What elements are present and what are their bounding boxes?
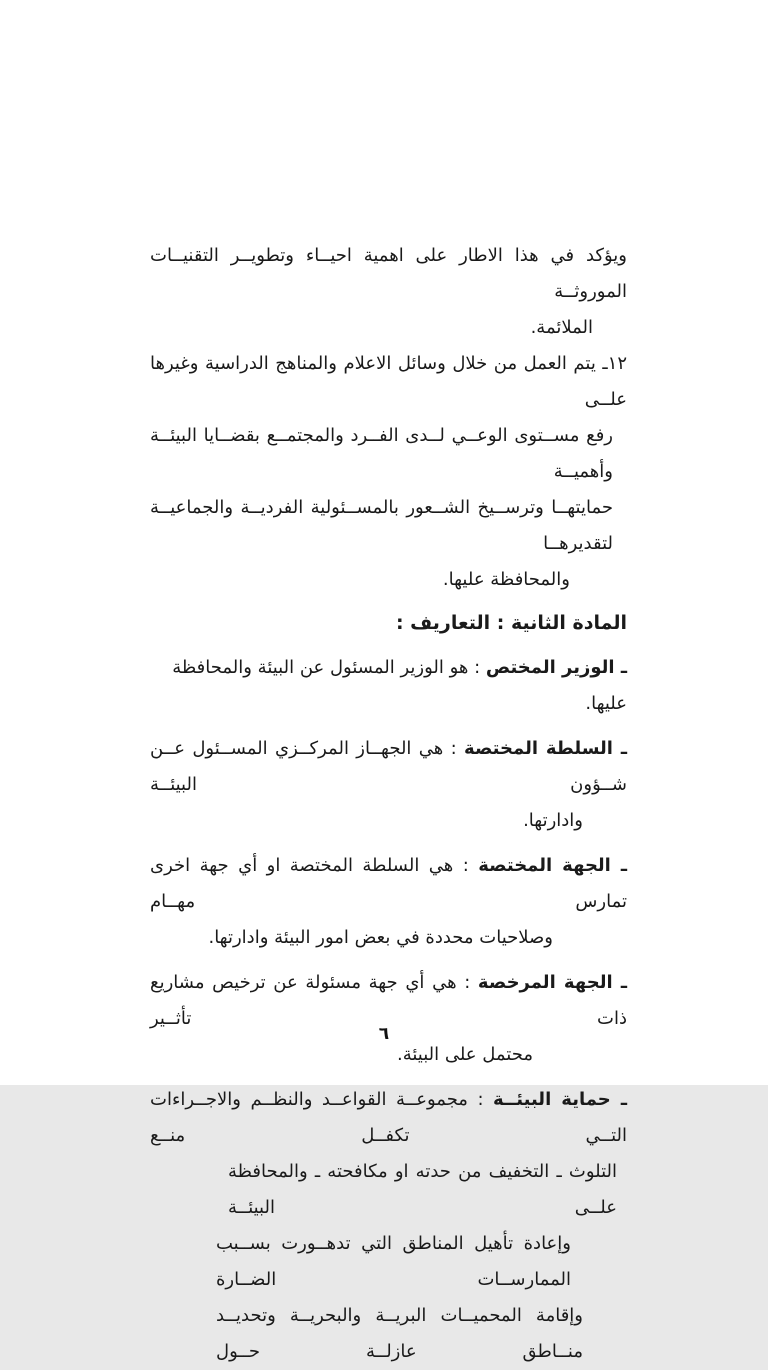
definition-text: : هو الوزير المسئول عن البيئة والمحافظة عليها.: [172, 657, 627, 714]
definition-line: محتمل على البيئة.: [396, 1044, 533, 1065]
definition-text: : مجموعــة القواعــد والنظــم والاجــراءات التــي تكفــل منــع: [150, 1089, 627, 1146]
article-2-heading: المادة الثانية : التعاريف :: [395, 612, 627, 634]
paragraph-line: حمايتهــا وترســيخ الشــعور بالمســئولية الفرديــة والجماعيــة لتقديرهــا: [150, 497, 613, 554]
definition-environment-protection: [150, 1082, 627, 1370]
paragraph-line: ويؤكد في هذا الاطار على اهمية احيــاء وتطويــر التقنيــات الموروثــة: [150, 245, 627, 302]
document-text-block: [150, 238, 627, 1370]
definition-competent-body: [150, 848, 627, 956]
definition-term: ـ السلطة المختصة: [464, 738, 627, 759]
definition-text: : هي أي جهة مسئولة عن ترخيص مشاريع ذات تأثــير: [150, 972, 627, 1029]
definition-line: [150, 1082, 627, 1154]
paragraph-line: الملائمة.: [530, 317, 593, 338]
definition-line: [150, 650, 627, 722]
definition-line: [150, 731, 627, 803]
definition-line: وصلاحيات محددة في بعض امور البيئة وادارتها.: [208, 927, 553, 948]
page-number: ٦: [378, 1024, 390, 1044]
definition-line: [150, 848, 627, 920]
definition-line: وادارتها.: [523, 810, 583, 831]
definition-term: ـ حماية البيئــة: [493, 1089, 627, 1110]
definition-competent-authority: [150, 731, 627, 839]
paragraph-line: رفع مســتوى الوعــي لــدى الفــرد والمجتمــع بقضــايا البيئــة وأهميــة: [150, 425, 613, 482]
definition-term: ـ الجهة المختصة: [478, 855, 627, 876]
definition-text: : هي السلطة المختصة او أي جهة اخرى تمارس مهــام: [150, 855, 627, 912]
paragraph-line: والمحافظة عليها.: [442, 569, 570, 590]
definition-line: التلوث ـ التخفيف من حدته او مكافحته ـ والمحافظة علــى البيئــة: [228, 1161, 617, 1218]
item-12-paragraph: [150, 346, 627, 598]
definition-competent-minister: [150, 650, 627, 722]
definition-line: وإقامة المحميــات البريــة والبحريــة وتحديــد منــاطق عازلــة حــول: [216, 1305, 583, 1362]
definition-licensing-body: [150, 965, 627, 1073]
definition-term: ـ الوزير المختص: [485, 657, 627, 678]
intro-paragraph: [150, 238, 627, 346]
definition-term: ـ الجهة المرخصة: [477, 972, 627, 993]
definition-line: وإعادة تأهيل المناطق التي تدهــورت بســبب الممارســات الضــارة: [216, 1233, 571, 1290]
definition-text: : هي الجهــاز المركــزي المســئول عــن شــؤون البيئــة: [150, 738, 627, 795]
paragraph-line: ١٢ـ يتم العمل من خلال وسائل الاعلام والمناهج الدراسية وغيرها علــى: [150, 353, 627, 410]
